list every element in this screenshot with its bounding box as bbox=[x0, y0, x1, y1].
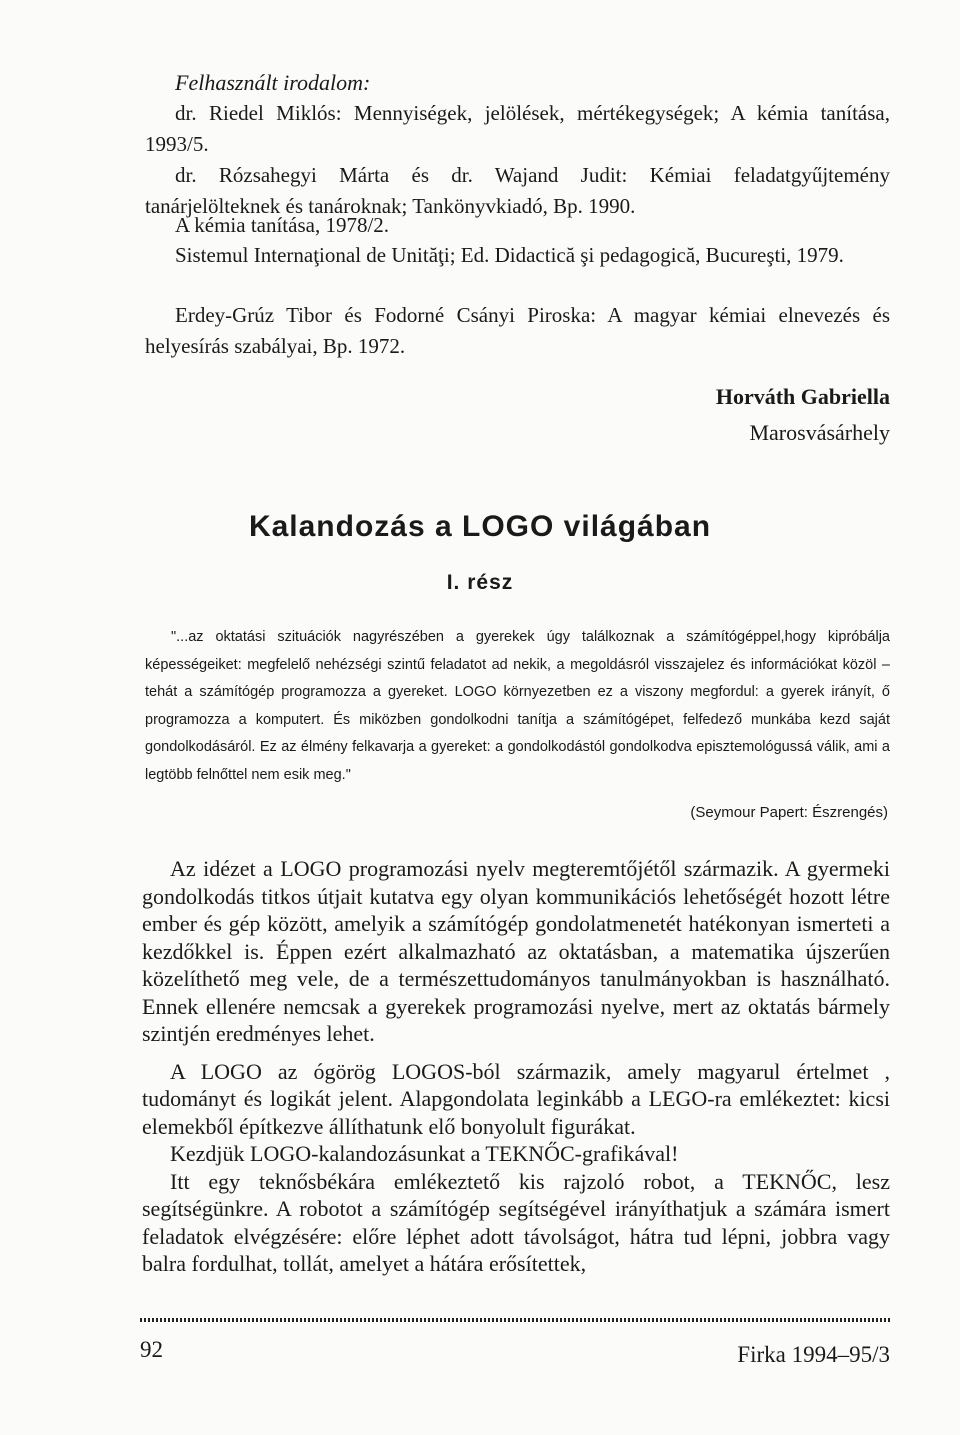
references-heading: Felhasznált irodalom: bbox=[175, 70, 371, 95]
article-body bbox=[142, 855, 890, 1278]
page-number: 92 bbox=[140, 1337, 163, 1362]
author-place: Marosvásárhely bbox=[749, 420, 890, 445]
author-name: Horváth Gabriella bbox=[715, 384, 890, 409]
reference-item: dr. Riedel Miklós: Mennyiségek, jelölések, mértékegységek; A kémia tanítása, 1993/5. bbox=[145, 101, 890, 156]
body-paragraph: A LOGO az ógörög LOGOS-ból származik, amely magyarul értelmet , tudományt és logikát jelent. Alapgondolata leginkább a LEGO-ra emlékeztet: kicsi elemekből építkezve állíthatunk elő bonyolult figurákat. bbox=[142, 1058, 890, 1139]
body-paragraph: Az idézet a LOGO programozási nyelv megteremtőjétől származik. A gyermeki gondolkodás titkos útjait kutatva egy olyan kommunikációs lehetőségét hozott létre ember és gép között, amelyik a számítógép gondolatmenetét hatékonyan ismerteti a kezdőkkel is. Éppen ezért alkalmazható az oktatásban, a matematika újszerűen közelíthető meg vele, de a természettudományos tanulmányokban is használható. Ennek ellenére nemcsak a gyerekek programozási nyelve, mert az oktatás bármely szintjén eredményes lehet. bbox=[142, 856, 890, 1046]
article-part: I. rész bbox=[446, 571, 514, 594]
body-paragraph: Itt egy teknősbékára emlékeztető kis rajzoló robot, a TEKNŐC, lesz segítségünkre. A robotot a számítógép segítségével irányíthatjuk a számára ismert feladatok elvégzésére: előre léphet adott távolságot, hátra tud lépni, jobbra vagy balra fordulhat, tollát, amelyet a hátára erősítettek, bbox=[142, 1168, 890, 1276]
journal-issue: Firka 1994–95/3 bbox=[737, 1342, 890, 1367]
epigraph-quote: "...az oktatási szituációk nagyrészében a gyerekek úgy találkoznak a számítógéppel,hogy kipróbálja képességeiket: megfelelő nehézségi szintű feladatot ad nekik, a megoldásról visszajelez és információkat közöl – tehát a számítógép programozza a gyereket. LOGO környezetben ez a viszony megfordul: a gyerek irányít, ő programozza a komputert. És miközben gondolkodni tanítja a számítógépet, felfedező munkába kezd saját gondolkodásáról. Ez az élmény felkavarja a gyereket: a gondolkodástól gondolkodva episztemológussá válik, ami a legtöbb felnőttel nem esik meg." bbox=[145, 629, 890, 783]
article-title: Kalandozás a LOGO világában bbox=[248, 510, 712, 543]
footer-divider bbox=[140, 1318, 890, 1322]
reference-item: Erdey-Grúz Tibor és Fodorné Csányi Piroska: A magyar kémiai elnevezés és helyesírás szabályai, Bp. 1972. bbox=[145, 303, 890, 358]
reference-item: Sistemul Internaţional de Unităţi; Ed. Didactică şi pedagogică, Bucureşti, 1979. bbox=[175, 243, 844, 267]
reference-item: dr. Rózsahegyi Márta és dr. Wajand Judit: Kémiai feladatgyűjtemény tanárjelölteknek és tanároknak; Tankönyvkiadó, Bp. 1990. bbox=[145, 163, 890, 218]
body-paragraph: Kezdjük LOGO-kalandozásunkat a TEKNŐC-grafikával! bbox=[170, 1141, 679, 1166]
quote-source: (Seymour Papert: Észrengés) bbox=[690, 804, 888, 821]
reference-item: A kémia tanítása, 1978/2. bbox=[175, 213, 390, 237]
